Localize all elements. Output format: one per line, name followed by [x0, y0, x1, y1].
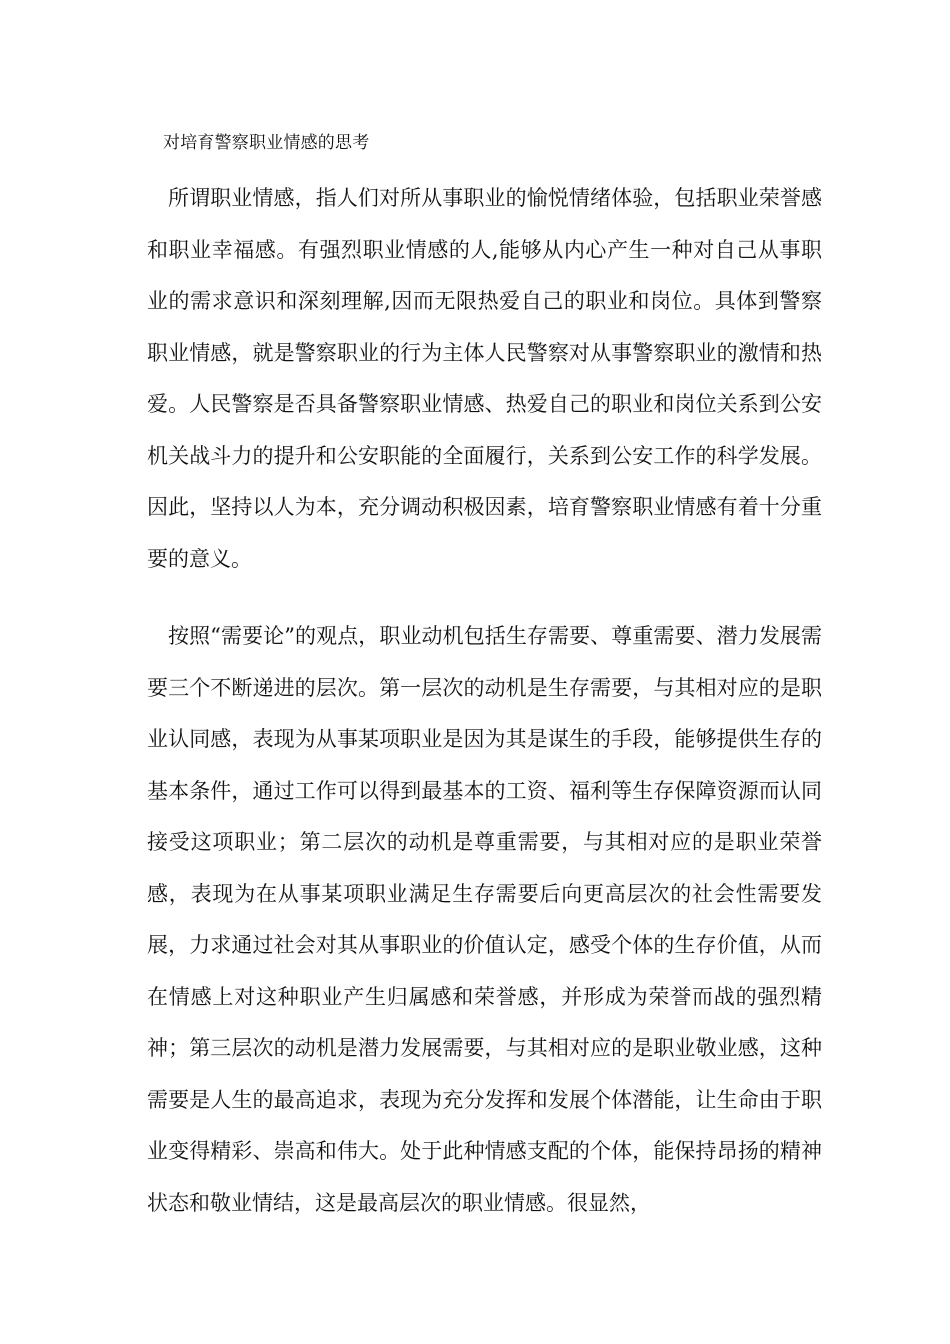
paragraph-2: 按照“需要论”的观点，职业动机包括生存需要、尊重需要、潜力发展需要三个不断递进的层次。第一层次的动机是生存需要，与其相对应的是职业认同感，表现为从事某项职业是因为其是谋生的手段，能够提供生存的基本条件，通过工作可以得到最基本的工资、福利等生存保障资源而认同接受这项职业；第二层次的动机是尊重需要，与其相对应的是职业荣誉感，表现为在从事某项职业满足生存需要后向更高层次的社会性需要发展，力求通过社会对其从事职业的价值认定，感受个体的生存价值，从而在情感上对这种职业产生归属感和荣誉感，并形成为荣誉而战的强烈精神；第三层次的动机是潜力发展需要，与其相对应的是职业敬业感，这种需要是人生的最高追求，表现为充分发挥和发展个体潜能，让生命由于职业变得精彩、崇高和伟大。处于此种情感支配的个体，能保持昂扬的精神状态和敬业情结，这是最高层次的职业情感。很显然， [147, 624, 822, 1215]
paragraph-1: 所谓职业情感，指人们对所从事职业的愉悦情绪体验，包括职业荣誉感和职业幸福感。有强烈职业情感的人,能够从内心产生一种对自己从事职业的需求意识和深刻理解,因而无限热爱自己的职业和岗位。具体到警察职业情感，就是警察职业的行为主体人民警察对从事警察职业的激情和热爱。人民警察是否具备警察职业情感、热爱自己的职业和岗位关系到公安机关战斗力的提升和公安职能的全面履行，关系到公安工作的科学发展。因此，坚持以人为本，充分调动积极因素，培育警察职业情感有着十分重要的意义。 [147, 186, 822, 571]
document-title: 对培育警察职业情感的思考 [163, 133, 370, 153]
